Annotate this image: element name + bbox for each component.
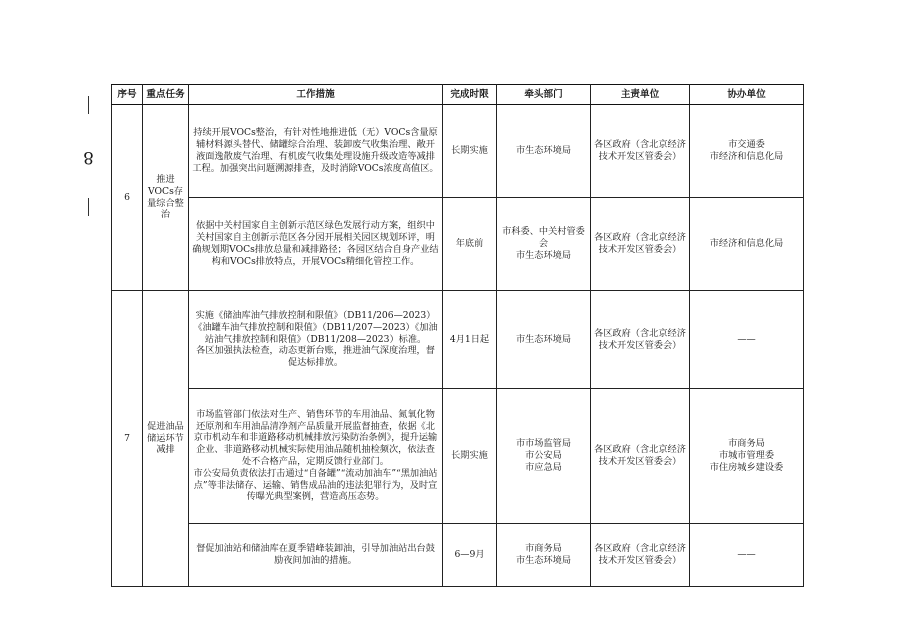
page-number-dash-bottom <box>88 198 89 216</box>
measures-cell <box>189 389 443 524</box>
header-seq: 序号 <box>112 85 143 105</box>
page-number-marker <box>80 96 96 216</box>
assist-cell: 市经济和信息化局 <box>690 198 804 291</box>
lead-cell: 市商务局 市生态环境局 <box>497 524 591 587</box>
header-deadline: 完成时限 <box>443 85 497 105</box>
table-header-row <box>112 85 804 105</box>
table-row <box>112 524 804 587</box>
measures-cell <box>189 524 443 587</box>
assist-cell: —— <box>690 291 804 389</box>
page-number: 8 <box>82 146 94 167</box>
table-row <box>112 389 804 524</box>
page-number-dash-top <box>88 96 89 114</box>
responsible-cell: 各区政府（含北京经济技术开发区管委会） <box>591 105 690 198</box>
lead-cell: 市生态环境局 <box>497 291 591 389</box>
deadline-cell: 4月1日起 <box>443 291 497 389</box>
measure-paragraph: 市公安局负责依法打击通过“自备罐”“流动加油车”“黑加油站点”等非法储存、运输、销售成品油的违法犯罪行为，及时宣传曝光典型案例，营造高压态势。 <box>193 467 438 503</box>
deadline-cell: 年底前 <box>443 198 497 291</box>
measure-paragraph: 依据中关村国家自主创新示范区绿色发展行动方案，组织中关村国家自主创新示范区各分园开展相关园区规划环评，明确规划期VOCs排放总量和减排路径；各园区结合自身产业结构和VOCs排放特点，开展VOCs精细化管控工作。 <box>192 220 439 267</box>
measure-paragraph: 市场监管部门依法对生产、销售环节的车用油品、氮氧化物还原剂和车用油品清净剂产品质量开展监督抽查，依据《北京市机动车和非道路移动机械排放污染防治条例》，提升运输企业、非道路移动机械实际使用油品随机抽检频次，依法查处不合格产品，定期反馈行业部门。 <box>193 408 438 467</box>
measure-paragraph: 持续开展VOCs整治，有针对性地推进低（无）VOCs含量原辅材料源头替代、储罐综合治理、装卸废气收集治理、敞开液面逸散废气治理、有机废气收集处理设施升级改造等减排工程。加强突出问题溯源排查，及时消除VOCs浓度高值区。 <box>192 127 439 174</box>
measures-cell <box>189 291 443 389</box>
task-cell: 促进油品储运环节减排 <box>143 291 189 587</box>
table-row <box>112 105 804 198</box>
measures-cell <box>189 198 443 291</box>
responsible-cell: 各区政府（含北京经济技术开发区管委会） <box>591 291 690 389</box>
table-row <box>112 291 804 389</box>
header-assist: 协办单位 <box>690 85 804 105</box>
header-lead: 牵头部门 <box>497 85 591 105</box>
assist-cell: 市商务局 市城市管理委 市住房城乡建设委 <box>690 389 804 524</box>
seq-cell: 6 <box>112 105 143 291</box>
measure-paragraph: 实施《储油库油气排放控制和限值》（DB11/206—2023）《油罐车油气排放控制和限值》（DB11/207—2023）《加油站油气排放控制和限值》（DB11/208—2023）标准。 <box>193 310 438 345</box>
lead-cell: 市市场监管局 市公安局 市应急局 <box>497 389 591 524</box>
responsible-cell: 各区政府（含北京经济技术开发区管委会） <box>591 198 690 291</box>
assist-cell: —— <box>690 524 804 587</box>
deadline-cell: 长期实施 <box>443 389 497 524</box>
deadline-cell: 长期实施 <box>443 105 497 198</box>
measure-paragraph: 督促加油站和储油库在夏季错峰装卸油，引导加油站出台鼓励夜间加油的措施。 <box>196 543 435 566</box>
measure-paragraph: 各区加强执法检查，动态更新台账，推进油气深度治理，督促达标排放。 <box>196 345 435 369</box>
responsible-cell: 各区政府（含北京经济技术开发区管委会） <box>591 389 690 524</box>
responsible-cell: 各区政府（含北京经济技术开发区管委会） <box>591 524 690 587</box>
header-measures: 工作措施 <box>189 85 443 105</box>
deadline-cell: 6—9月 <box>443 524 497 587</box>
table-row <box>112 198 804 291</box>
lead-cell: 市科委、中关村管委会 市生态环境局 <box>497 198 591 291</box>
header-responsible: 主责单位 <box>591 85 690 105</box>
header-task: 重点任务 <box>143 85 189 105</box>
measures-table <box>111 84 804 587</box>
lead-cell: 市生态环境局 <box>497 105 591 198</box>
measures-cell <box>189 105 443 198</box>
task-cell: 推进VOCs存量综合整治 <box>143 105 189 291</box>
seq-cell: 7 <box>112 291 143 587</box>
assist-cell: 市交通委 市经济和信息化局 <box>690 105 804 198</box>
